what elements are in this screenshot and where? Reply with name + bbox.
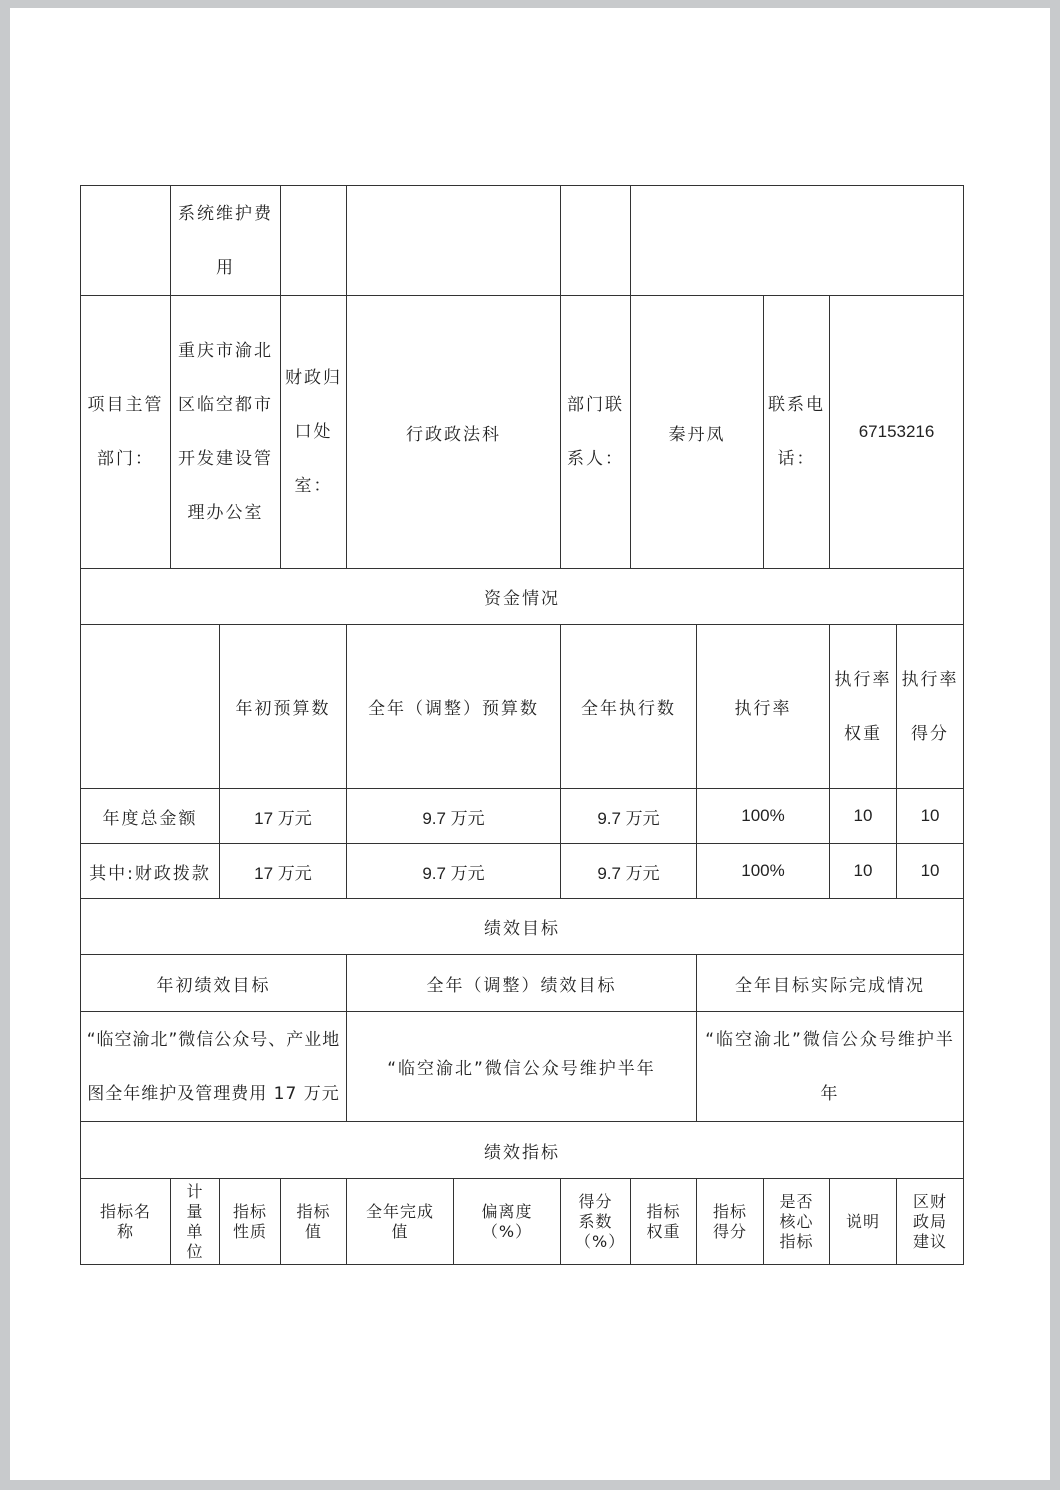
indicators-section-row <box>81 1122 964 1179</box>
header-note: 说明 <box>830 1179 897 1265</box>
header-adjusted-goal: 全年（调整）绩效目标 <box>347 955 697 1012</box>
funds-weight-value: 10 <box>830 844 897 899</box>
goals-section-row <box>81 899 964 955</box>
header-score-coefficient: 得分系数（%） <box>561 1179 631 1265</box>
header-indicator-name: 指标名称 <box>81 1179 171 1265</box>
funds-adjusted-value: 9.7 万元 <box>347 789 561 844</box>
phone-label: 联系电话： <box>764 296 830 569</box>
item-blank-cell <box>281 186 347 296</box>
initial-goal-text: “临空渝北”微信公众号、产业地图全年维护及管理费用 17 万元 <box>81 1012 347 1122</box>
header-initial-budget: 年初预算数 <box>220 625 347 789</box>
header-indicator-score: 指标得分 <box>697 1179 764 1265</box>
contact-label: 部门联系人： <box>561 296 631 569</box>
finance-office-label: 财政归口处室： <box>281 296 347 569</box>
item-name-cell: 系统维护费用 <box>171 186 281 296</box>
department-row <box>81 296 964 569</box>
funds-initial-value: 17 万元 <box>220 844 347 899</box>
header-rate-weight: 执行率权重 <box>830 625 897 789</box>
contact-value: 秦丹凤 <box>631 296 764 569</box>
header-execution-rate: 执行率 <box>697 625 830 789</box>
item-row <box>81 186 964 296</box>
funds-adjusted-value: 9.7 万元 <box>347 844 561 899</box>
funds-initial-value: 17 万元 <box>220 789 347 844</box>
funds-total-row <box>81 789 964 844</box>
dept-label: 项目主管部门： <box>81 296 171 569</box>
funds-weight-value: 10 <box>830 789 897 844</box>
actual-completion-text: “临空渝北”微信公众号维护半年 <box>697 1012 964 1122</box>
goals-section-title: 绩效目标 <box>81 899 964 955</box>
header-nature: 指标性质 <box>220 1179 281 1265</box>
goals-header-row <box>81 955 964 1012</box>
funds-header-row <box>81 625 964 789</box>
header-actual-completion: 全年目标实际完成情况 <box>697 955 964 1012</box>
funds-section-row <box>81 569 964 625</box>
funds-executed-value: 9.7 万元 <box>561 789 697 844</box>
funds-score-value: 10 <box>897 844 964 899</box>
header-executed: 全年执行数 <box>561 625 697 789</box>
header-initial-goal: 年初绩效目标 <box>81 955 347 1012</box>
item-blank-cell <box>347 186 561 296</box>
header-rate-score: 执行率得分 <box>897 625 964 789</box>
phone-value: 67153216 <box>830 296 964 569</box>
funds-row-label: 年度总金额 <box>81 789 220 844</box>
funds-executed-value: 9.7 万元 <box>561 844 697 899</box>
funds-header-blank <box>81 625 220 789</box>
indicators-header-row <box>81 1179 964 1265</box>
funds-rate-value: 100% <box>697 844 830 899</box>
header-core-indicator: 是否核心指标 <box>764 1179 830 1265</box>
goals-content-row <box>81 1012 964 1122</box>
funds-rate-value: 100% <box>697 789 830 844</box>
item-blank-cell <box>81 186 171 296</box>
header-unit: 计量单位 <box>171 1179 220 1265</box>
item-blank-cell <box>561 186 631 296</box>
header-target-value: 指标值 <box>281 1179 347 1265</box>
header-indicator-weight: 指标权重 <box>631 1179 697 1265</box>
adjusted-goal-text: “临空渝北”微信公众号维护半年 <box>347 1012 697 1122</box>
funds-row-label: 其中:财政拨款 <box>81 844 220 899</box>
indicators-section-title: 绩效指标 <box>81 1122 964 1179</box>
header-deviation: 偏离度（%） <box>454 1179 561 1265</box>
finance-office-value: 行政政法科 <box>347 296 561 569</box>
item-blank-cell <box>631 186 964 296</box>
header-completed-value: 全年完成值 <box>347 1179 454 1265</box>
performance-evaluation-table <box>80 185 964 1265</box>
header-adjusted-budget: 全年（调整）预算数 <box>347 625 561 789</box>
funds-score-value: 10 <box>897 789 964 844</box>
dept-value: 重庆市渝北区临空都市开发建设管理办公室 <box>171 296 281 569</box>
header-finance-suggestion: 区财政局建议 <box>897 1179 964 1265</box>
funds-section-title: 资金情况 <box>81 569 964 625</box>
funds-fiscal-row <box>81 844 964 899</box>
